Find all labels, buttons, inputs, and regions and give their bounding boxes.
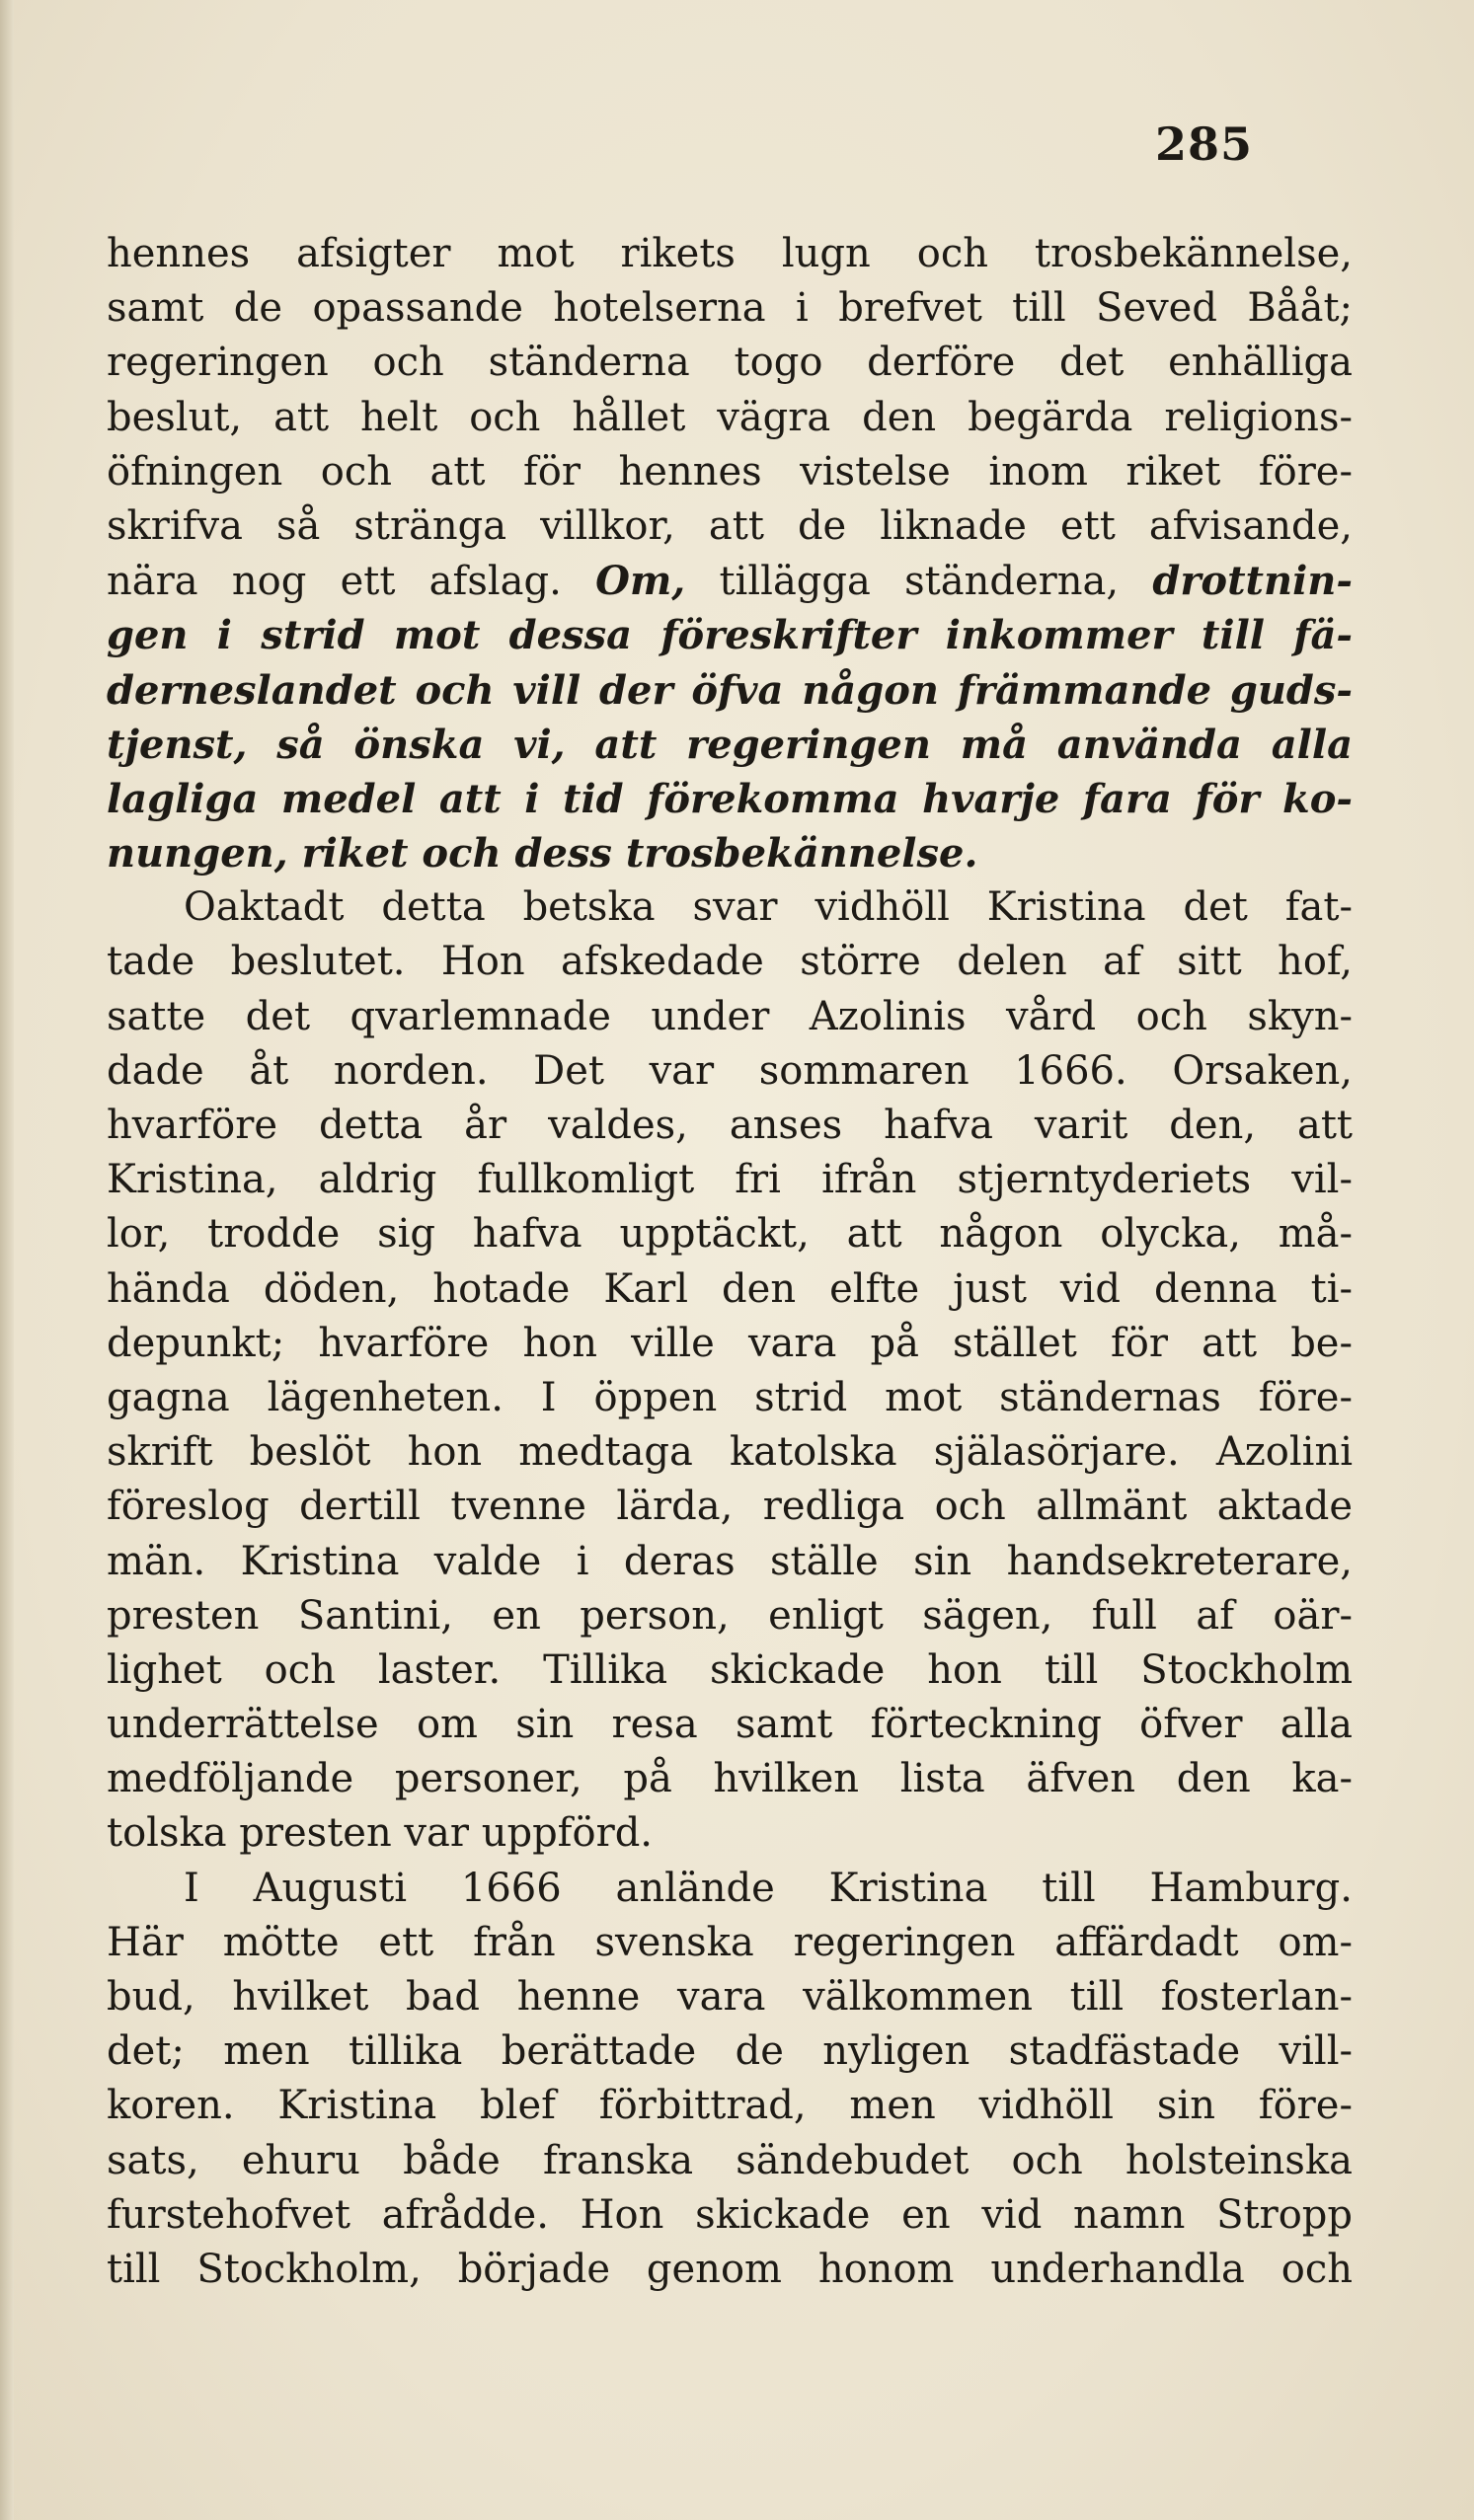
text-line	[107, 554, 1353, 608]
text-line: det; men tillika berättade de nyligen stadfästade vill-	[107, 2028, 1353, 2075]
italic-segment: drottnin-	[1152, 558, 1353, 605]
text-line: skrift beslöt hon medtaga katolska själasörjare. Azolini	[107, 1429, 1353, 1476]
body-text	[107, 227, 1353, 2297]
text-line: skrifva så stränga villkor, att de liknade ett afvisande,	[107, 502, 1353, 549]
text-line: hvarföre detta år valdes, anses hafva varit den, att	[107, 1103, 1353, 1148]
text-line: tolska presten var uppförd.	[107, 1810, 654, 1857]
italic-line: tjenst, så önska vi, att regeringen må använda alla	[107, 721, 1353, 768]
text-line: män. Kristina valde i deras ställe sin handsekreterare,	[107, 1538, 1353, 1584]
text-line: lor, trodde sig hafva upptäckt, att någon olycka, må-	[107, 1211, 1353, 1258]
text-line: hennes afsigter mot rikets lugn och trosbekännelse,	[107, 231, 1353, 276]
text-line: satte det qvarlemnade under Azolinis vård och skyn-	[107, 993, 1353, 1039]
text-line: regeringen och ständerna togo derföre det enhälliga	[107, 340, 1353, 386]
text-line: presten Santini, en person, enligt sägen, full af oär-	[107, 1592, 1353, 1639]
text-line: hända döden, hotade Karl den elfte just vid denna ti-	[107, 1265, 1353, 1312]
text-segment: tillägga ständerna,	[719, 559, 1120, 605]
italic-segment: Om,	[595, 558, 686, 605]
text-line: öfningen och att för hennes vistelse inom riket före-	[107, 448, 1353, 495]
paragraph-start-line: Oaktadt detta betska svar vidhöll Kristina det fat-	[184, 884, 1353, 931]
text-line: medföljande personer, på hvilken lista äfven den ka-	[107, 1756, 1353, 1802]
text-line: sats, ehuru både franska sändebudet och holsteinska	[107, 2137, 1353, 2183]
text-line: depunkt; hvarföre hon ville vara på stället för att be-	[107, 1320, 1353, 1366]
text-line: föreslog dertill tvenne lärda, redliga och allmänt aktade	[107, 1484, 1353, 1530]
italic-line: lagliga medel att i tid förekomma hvarje fara för ko-	[107, 775, 1353, 822]
text-line: till Stockholm, började genom honom underhandla och	[107, 2246, 1353, 2292]
text-line: dade åt norden. Det var sommaren 1666. Orsaken,	[107, 1047, 1353, 1094]
text-line: bud, hvilket bad henne vara välkommen till fosterlan-	[107, 1974, 1353, 2020]
text-line: samt de opassande hotelserna i brefvet till Seved Bååt;	[107, 285, 1353, 332]
text-line: gagna lägenheten. I öppen strid mot ständernas före-	[107, 1374, 1353, 1420]
text-line: tade beslutet. Hon afskedade större delen af sitt hof,	[107, 939, 1353, 985]
italic-line: derneslandet och vill der öfva någon främmande guds-	[107, 666, 1353, 714]
text-line: beslut, att helt och hållet vägra den begärda religions-	[107, 394, 1353, 440]
page-number: 285	[1155, 117, 1254, 171]
text-segment: nära nog ett afslag.	[107, 559, 562, 605]
text-line: lighet och laster. Tillika skickade hon till Stockholm	[107, 1646, 1353, 1693]
paragraph-start-line: I Augusti 1666 anlände Kristina till Hamburg.	[184, 1865, 1353, 1911]
italic-line: gen i strid mot dessa föreskrifter inkommer till fä-	[107, 612, 1353, 659]
text-line: underrättelse om sin resa samt förteckning öfver alla	[107, 1702, 1353, 1748]
text-line: Kristina, aldrig fullkomligt fri ifrån stjerntyderiets vil-	[107, 1157, 1353, 1203]
text-line: furstehofvet afrådde. Hon skickade en vid namn Stropp	[107, 2191, 1353, 2238]
italic-line: nungen, riket och dess trosbekännelse.	[107, 830, 978, 878]
text-line: Här mötte ett från svenska regeringen affärdadt om-	[107, 1919, 1353, 1965]
text-line: koren. Kristina blef förbittrad, men vidhöll sin före-	[107, 2083, 1353, 2129]
page-binding-edge	[0, 0, 14, 2520]
